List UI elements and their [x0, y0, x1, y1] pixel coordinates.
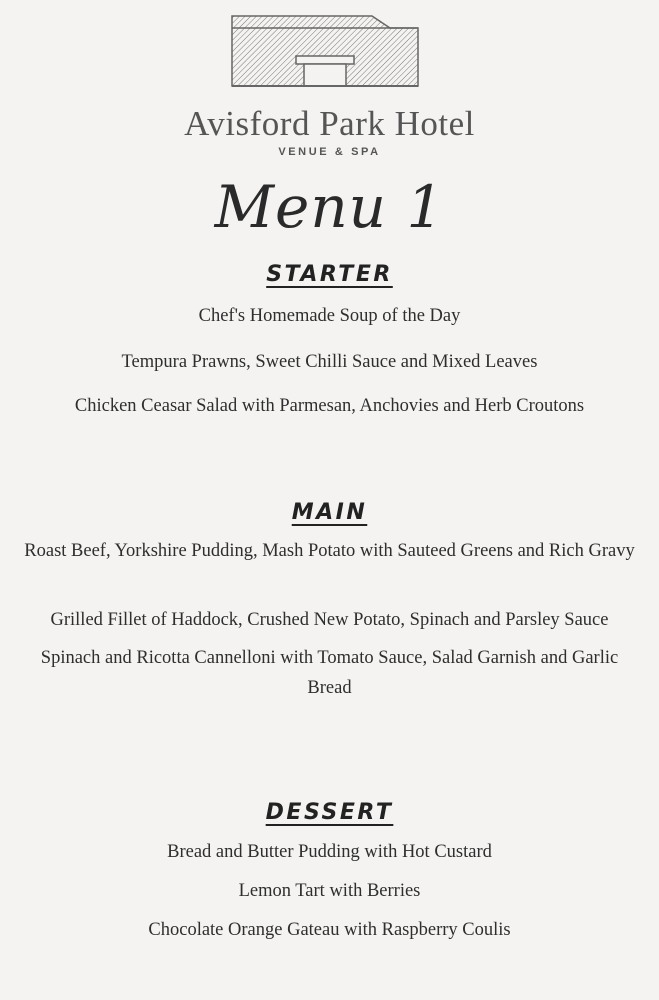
starter-item: Chicken Ceasar Salad with Parmesan, Anchovies and Herb Croutons	[74, 396, 585, 416]
hotel-name: Avisford Park Hotel	[184, 104, 475, 143]
starter-heading: STARTER	[266, 262, 393, 287]
main-item: Spinach and Ricotta Cannelloni with Tomato Sauce, Salad Garnish and Garlic Bread	[40, 648, 619, 698]
starter-item: Tempura Prawns, Sweet Chilli Sauce and Mixed Leaves	[121, 352, 538, 372]
dessert-item: Lemon Tart with Berries	[238, 881, 421, 901]
starter-item: Chef's Homemade Soup of the Day	[198, 306, 461, 326]
hotel-logo-icon	[230, 14, 420, 90]
dessert-item: Bread and Butter Pudding with Hot Custard	[167, 842, 492, 862]
dessert-item: Chocolate Orange Gateau with Raspberry Coulis	[148, 920, 511, 940]
hotel-subtitle: VENUE & SPA	[278, 146, 381, 158]
main-heading: MAIN	[291, 500, 368, 525]
menu-title: Menu 1	[214, 173, 445, 241]
main-item: Grilled Fillet of Haddock, Crushed New Potato, Spinach and Parsley Sauce	[50, 610, 609, 630]
main-item: Roast Beef, Yorkshire Pudding, Mash Potato with Sauteed Greens and Rich Gravy	[24, 541, 635, 561]
dessert-heading: DESSERT	[265, 800, 394, 825]
